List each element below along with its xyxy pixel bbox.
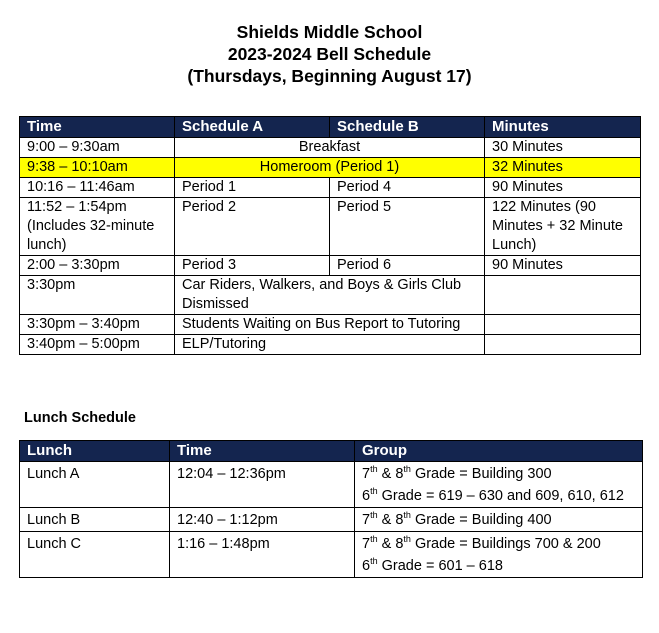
table-row xyxy=(20,198,641,256)
lunch-name: Lunch C xyxy=(20,532,170,578)
row-schedule-a: Period 1 xyxy=(175,178,330,198)
header-group: Group xyxy=(355,441,643,462)
row-time: 3:40pm – 5:00pm xyxy=(20,335,175,355)
group-line: 7th & 8th Grade = Buildings 700 & 200 xyxy=(362,534,601,552)
row-time: 2:00 – 3:30pm xyxy=(20,256,175,276)
bell-header-row xyxy=(20,117,641,138)
row-schedule-a: Period 3 xyxy=(175,256,330,276)
bell-schedule-table xyxy=(19,116,641,355)
row-time: 9:38 – 10:10am xyxy=(20,158,175,178)
row-minutes: 32 Minutes xyxy=(485,158,641,178)
row-activity: Breakfast xyxy=(175,138,485,158)
header-lunch: Lunch xyxy=(20,441,170,462)
row-schedule-b: Period 5 xyxy=(330,198,485,256)
table-row xyxy=(20,178,641,198)
row-activity: Students Waiting on Bus Report to Tutoring xyxy=(175,315,485,335)
lunch-schedule-table xyxy=(19,440,643,578)
table-row xyxy=(20,276,641,315)
row-time: 10:16 – 11:46am xyxy=(20,178,175,198)
row-time: 9:00 – 9:30am xyxy=(20,138,175,158)
row-schedule-b: Period 4 xyxy=(330,178,485,198)
lunch-name: Lunch A xyxy=(20,462,170,508)
table-row xyxy=(20,462,643,508)
lunch-time: 12:04 – 12:36pm xyxy=(170,462,355,508)
header-minutes: Minutes xyxy=(485,117,641,138)
row-minutes-empty xyxy=(485,315,641,335)
lunch-name: Lunch B xyxy=(20,508,170,532)
table-row xyxy=(20,532,643,578)
header-schedule-a: Schedule A xyxy=(175,117,330,138)
group-line: 6th Grade = 619 – 630 and 609, 610, 612 xyxy=(362,486,624,504)
group-line: 6th Grade = 601 – 618 xyxy=(362,556,503,574)
table-row xyxy=(20,335,641,355)
row-minutes: 90 Minutes xyxy=(485,256,641,276)
schedule-title: 2023-2024 Bell Schedule xyxy=(227,44,432,64)
header-schedule-b: Schedule B xyxy=(330,117,485,138)
header-time: Time xyxy=(170,441,355,462)
document-title xyxy=(0,21,659,87)
table-row xyxy=(20,315,641,335)
table-row-highlighted xyxy=(20,158,641,178)
group-line: 7th & 8th Grade = Building 300 xyxy=(362,464,552,482)
group-line: 7th & 8th Grade = Building 400 xyxy=(362,510,552,528)
lunch-time: 12:40 – 1:12pm xyxy=(170,508,355,532)
row-activity: Car Riders, Walkers, and Boys & Girls Club Dismissed xyxy=(175,276,485,315)
lunch-group xyxy=(355,462,643,508)
row-minutes: 122 Minutes (90 Minutes + 32 Minute Lunch) xyxy=(485,198,641,256)
row-time: 11:52 – 1:54pm (Includes 32-minute lunch) xyxy=(20,198,175,256)
schedule-subtitle: (Thursdays, Beginning August 17) xyxy=(187,66,472,86)
table-row xyxy=(20,138,641,158)
row-time: 3:30pm – 3:40pm xyxy=(20,315,175,335)
row-minutes: 30 Minutes xyxy=(485,138,641,158)
lunch-header-row xyxy=(20,441,643,462)
row-time: 3:30pm xyxy=(20,276,175,315)
row-activity: Homeroom (Period 1) xyxy=(175,158,485,178)
row-minutes: 90 Minutes xyxy=(485,178,641,198)
row-minutes-empty xyxy=(485,335,641,355)
row-activity: ELP/Tutoring xyxy=(175,335,485,355)
table-row xyxy=(20,508,643,532)
lunch-group xyxy=(355,532,643,578)
row-schedule-a: Period 2 xyxy=(175,198,330,256)
lunch-time: 1:16 – 1:48pm xyxy=(170,532,355,578)
lunch-schedule-heading: Lunch Schedule xyxy=(24,410,136,426)
row-schedule-b: Period 6 xyxy=(330,256,485,276)
school-name: Shields Middle School xyxy=(236,22,423,42)
lunch-group xyxy=(355,508,643,532)
header-time: Time xyxy=(20,117,175,138)
table-row xyxy=(20,256,641,276)
row-minutes-empty xyxy=(485,276,641,315)
